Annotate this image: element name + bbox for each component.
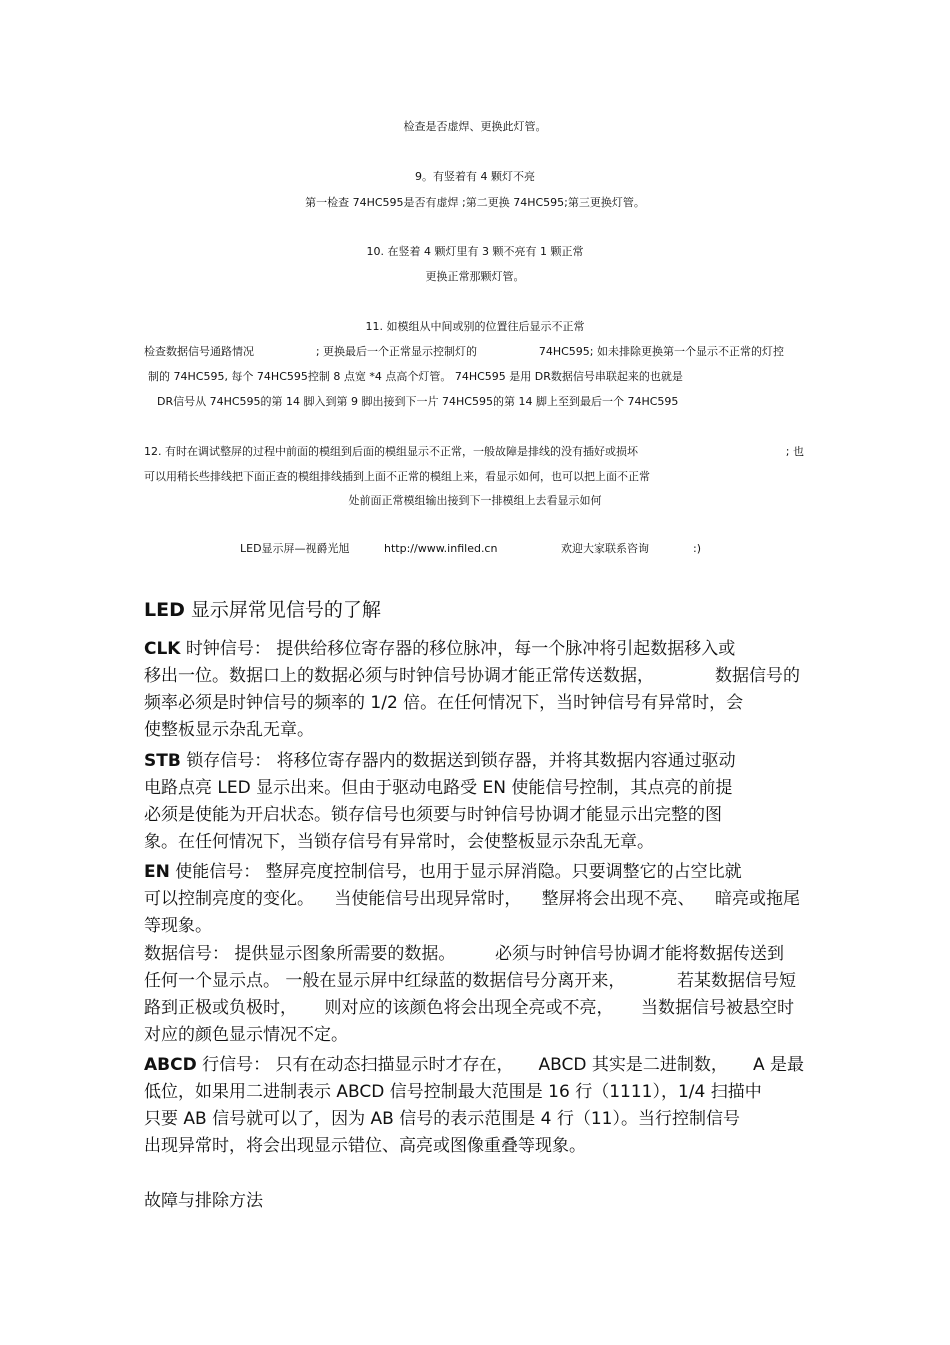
en-line-1 xyxy=(144,862,742,882)
item-10-body: 更换正常那颗灯管。 xyxy=(425,270,525,283)
clk-line-1 xyxy=(144,639,735,659)
heading-rest: 显示屏常见信号的了解 xyxy=(184,599,381,621)
item-11-line-3: DR信号从 74HC595的第 14 脚入到第 9 脚出接到下一片 74HC595的第 14 脚上至到最后一个 74HC595 xyxy=(157,395,679,408)
stb-line-2: 电路点亮 LED 显示出来。但由于驱动电路受 EN 使能信号控制，其点亮的前提 xyxy=(144,778,733,798)
data-line-4: 对应的颜色显示情况不定。 xyxy=(144,1025,348,1045)
data-line-3-c: 当数据信号被悬空时 xyxy=(641,998,794,1018)
item-9-body: 第一检查 74HC595是否有虚焊 ;第二更换 74HC595;第三更换灯管。 xyxy=(305,196,645,209)
en-label: EN xyxy=(144,862,170,882)
stb-label: STB xyxy=(144,751,181,771)
abcd-line-2: 低位，如果用二进制表示 ABCD 信号控制最大范围是 16 行（1111），1/4 扫描中 xyxy=(144,1082,762,1102)
data-line-3-a: 路到正极或负极时， xyxy=(144,998,297,1018)
data-line-1 xyxy=(144,944,784,964)
abcd-line-3: 只要 AB 信号就可以了，因为 AB 信号的表示范围是 4 行（11）。当行控制信号 xyxy=(144,1109,740,1129)
item-12-line-1-a: 12. 有时在调试整屏的过程中前面的模组到后面的模组显示不正常，一般故障是排线的没有插好或损坏 xyxy=(144,445,638,458)
data-line-2-b: 若某数据信号短 xyxy=(677,971,796,991)
abcd-line-1-b: ABCD 其实是二进制数， xyxy=(538,1055,728,1075)
data-line-2 xyxy=(144,971,796,991)
abcd-line-4: 出现异常时，将会出现显示错位、高亮或图像重叠等现象。 xyxy=(144,1136,586,1156)
check-line: 检查是否虚焊、更换此灯管。 xyxy=(403,120,547,133)
footer-brand: LED显示屏—视爵光旭 xyxy=(240,542,350,555)
clk-line-2-b: 数据信号的 xyxy=(715,666,800,686)
footer-url: http://www.infiled.cn xyxy=(384,542,498,555)
stb-line-1 xyxy=(144,751,736,771)
item-9-title: 9。有竖着有 4 颗灯不亮 xyxy=(415,170,535,183)
heading-led: LED xyxy=(144,599,185,621)
abcd-label: ABCD xyxy=(144,1055,197,1075)
en-line-2 xyxy=(144,889,800,909)
item-12-line-3: 处前面正常模组输出接到下一排模组上去看显示如何 xyxy=(348,494,602,507)
clk-label: CLK xyxy=(144,639,181,659)
item-12-line-2: 可以用稍长些排线把下面正查的模组排线插到上面不正常的模组上来，看显示如何，也可以把上面不正常 xyxy=(144,470,650,483)
data-line-3-b: 则对应的该颜色将会出现全亮或不亮， xyxy=(324,998,614,1018)
clk-line-4: 使整板显示杂乱无章。 xyxy=(144,720,314,740)
fault-heading: 故障与排除方法 xyxy=(144,1191,263,1211)
stb-line-1-text: 锁存信号： 将移位寄存器内的数据送到锁存器，并将其数据内容通过驱动 xyxy=(180,751,736,771)
en-line-2-d: 暗亮或拖尾 xyxy=(714,889,800,909)
en-line-2-c: 整屏将会出现不亮、 xyxy=(541,889,695,909)
item-12-line-1-b: ; 也 xyxy=(785,445,804,458)
item-11-title: 11. 如模组从中间或别的位置往后显示不正常 xyxy=(365,320,585,333)
en-line-1-text: 使能信号： 整屏亮度控制信号，也用于显示屏消隐。只要调整它的占空比就 xyxy=(169,862,742,882)
item-11-line-1-c: 74HC595; 如未排除更换第一个显示不正常的灯控 xyxy=(538,345,784,358)
item-11-line-2: 制的 74HC595, 每个 74HC595控制 8 点宽 *4 点高个灯管。 74HC595 是用 DR数据信号串联起来的也就是 xyxy=(148,370,683,383)
en-line-2-b: 当使能信号出现异常时， xyxy=(334,889,522,909)
data-line-1-a: 数据信号： 提供显示图象所需要的数据。 xyxy=(144,944,456,964)
clk-line-2-a: 移出一位。数据口上的数据必须与时钟信号协调才能正常传送数据， xyxy=(144,666,654,686)
abcd-line-1 xyxy=(144,1055,804,1075)
en-line-3: 等现象。 xyxy=(144,916,212,936)
en-line-2-a: 可以控制亮度的变化。 xyxy=(144,889,314,909)
item-11-line-1-b: ; 更换最后一个正常显示控制灯的 xyxy=(315,345,478,358)
abcd-line-1-c: A 是最 xyxy=(752,1055,804,1075)
stb-line-3: 必须是使能为开启状态。锁存信号也须要与时钟信号协调才能显示出完整的图 xyxy=(144,805,722,825)
data-line-1-b: 必须与时钟信号协调才能将数据传送到 xyxy=(495,944,784,964)
abcd-line-1-text: 行信号： 只有在动态扫描显示时才存在， xyxy=(196,1055,514,1075)
section-heading xyxy=(144,599,381,622)
data-line-3 xyxy=(144,998,794,1018)
footer-contact: 欢迎大家联系咨询 xyxy=(561,542,649,555)
item-10-title: 10. 在竖着 4 颗灯里有 3 颗不亮有 1 颗正常 xyxy=(366,245,584,258)
data-line-2-a: 任何一个显示点。 一般在显示屏中红绿蓝的数据信号分离开来， xyxy=(144,971,626,991)
item-11-line-1-a: 检查数据信号通路情况 xyxy=(144,345,254,358)
item-12-line-1 xyxy=(144,445,804,458)
abcd-line-1-a xyxy=(144,1055,514,1075)
item-11-line-1 xyxy=(144,345,784,358)
clk-line-1-text: 时钟信号： 提供给移位寄存器的移位脉冲，每一个脉冲将引起数据移入或 xyxy=(180,639,736,659)
footer-smiley: :) xyxy=(693,542,701,555)
clk-line-3: 频率必须是时钟信号的频率的 1/2 倍。在任何情况下，当时钟信号有异常时，会 xyxy=(144,693,744,713)
stb-line-4: 象。在任何情况下，当锁存信号有异常时，会使整板显示杂乱无章。 xyxy=(144,832,654,852)
clk-line-2 xyxy=(144,666,800,686)
